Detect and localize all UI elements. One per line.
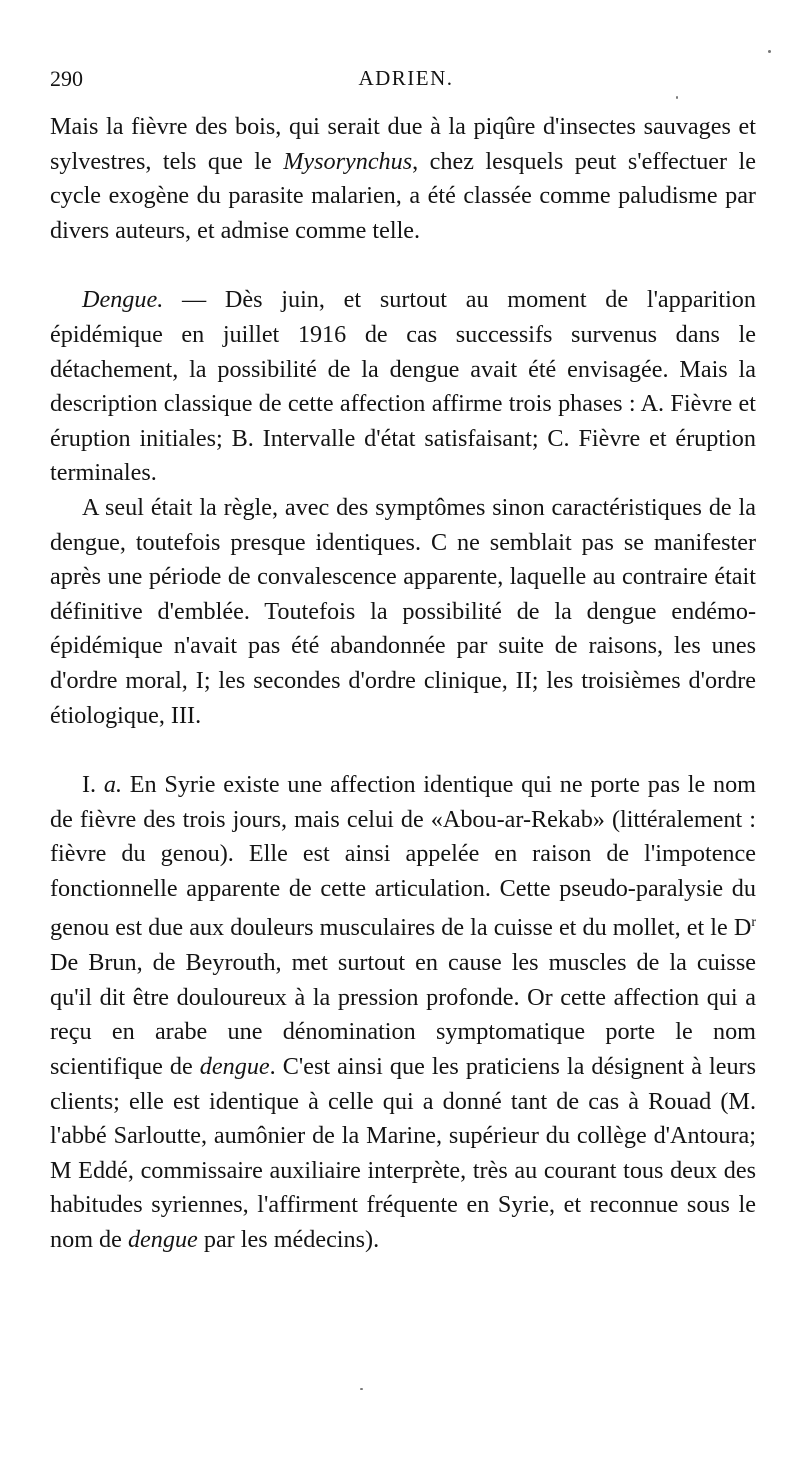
italic-term: dengue <box>127 1225 198 1253</box>
body-text <box>50 110 756 1257</box>
section-heading-dengue: Dengue. <box>82 286 164 314</box>
paragraph-a-seul <box>50 491 756 733</box>
subsection-letter: a. <box>103 771 122 799</box>
text-run: Mais la fièvre des bois, qui serait due à la piqûre d'insectes sauvages et sylvestres, tels que le <box>50 113 756 175</box>
section-label: I. <box>82 771 104 799</box>
text-run: En Syrie existe une affection identique qui ne porte pas le nom de fièvre des trois jours, mais celui de «Abou-ar-Rekab» (littéralement : fièvre du genou). Elle est ainsi appelée en raison de l'impotence fonctionnelle apparente de cette articulation. Cette pseudo-paralysie du genou est due aux douleurs musculaires de la cuisse et du mollet, et le D <box>50 771 756 942</box>
page-header <box>50 66 762 96</box>
text-run: A seul était la règle, avec des symptômes sinon caractéristiques de la dengue, toutefois presque identiques. C ne semblait pas se manifester après une période de convalescence apparente, laquelle au contraire était définitive d'emblée. Toutefois la possibilité de la dengue endémo-épidémique n'avait pas été abandonnée par suite de raisons, les unes d'ordre moral, I; les secondes d'ordre clinique, II; les troisièmes d'ordre étiologique, III. <box>50 493 756 729</box>
superscript: r <box>751 915 756 931</box>
paragraph-fievre-des-bois <box>50 110 756 248</box>
italic-term: dengue <box>199 1052 270 1080</box>
text-run: , chez lesquels peut s'effectuer le cycle exogène du parasite malarien, a été classée comme paludisme par divers auteurs, et admise comme telle. <box>50 147 757 244</box>
scan-speck <box>360 1388 363 1390</box>
text-run: . C'est ainsi que les praticiens la désignent à leurs clients; elle est identique à celle qui a donné tant de cas à Rouad (M. l'abbé Sarloutte, aumônier de la Marine, supérieur du collège d'Antoura; M Eddé, commissaire auxiliaire interprète, très au courant tous deux des habitudes syriennes, l'affirment fréquente en Syrie, et reconnue sous le nom de <box>50 1052 757 1253</box>
paragraph-dengue <box>50 283 756 491</box>
scan-speck <box>676 96 678 99</box>
text-run: — Dès juin, et surtout au moment de l'apparition épidémique en juillet 1916 de cas successifs survenus dans le détachement, la possibilité de la dengue avait été envisagée. Mais la description classique de cette affection affirme trois phases : A. Fièvre et éruption initiales; B. Intervalle d'état satisfaisant; C. Fièvre et éruption terminales. <box>50 286 756 487</box>
running-head: ADRIEN. <box>358 66 454 90</box>
page-number: 290 <box>50 66 83 91</box>
text-run: par les médecins). <box>197 1225 380 1253</box>
taxon-name: Mysorynchus <box>283 147 413 175</box>
text-run: De Brun, de Beyrouth, met surtout en cause les muscles de la cuisse qu'il dit être douloureux à la pression profonde. Or cette affection qui a reçu en arabe une dénomination symptomatique porte le nom scientifique de <box>50 949 756 1080</box>
scan-speck <box>768 50 771 53</box>
paragraph-syrie <box>50 768 756 1257</box>
